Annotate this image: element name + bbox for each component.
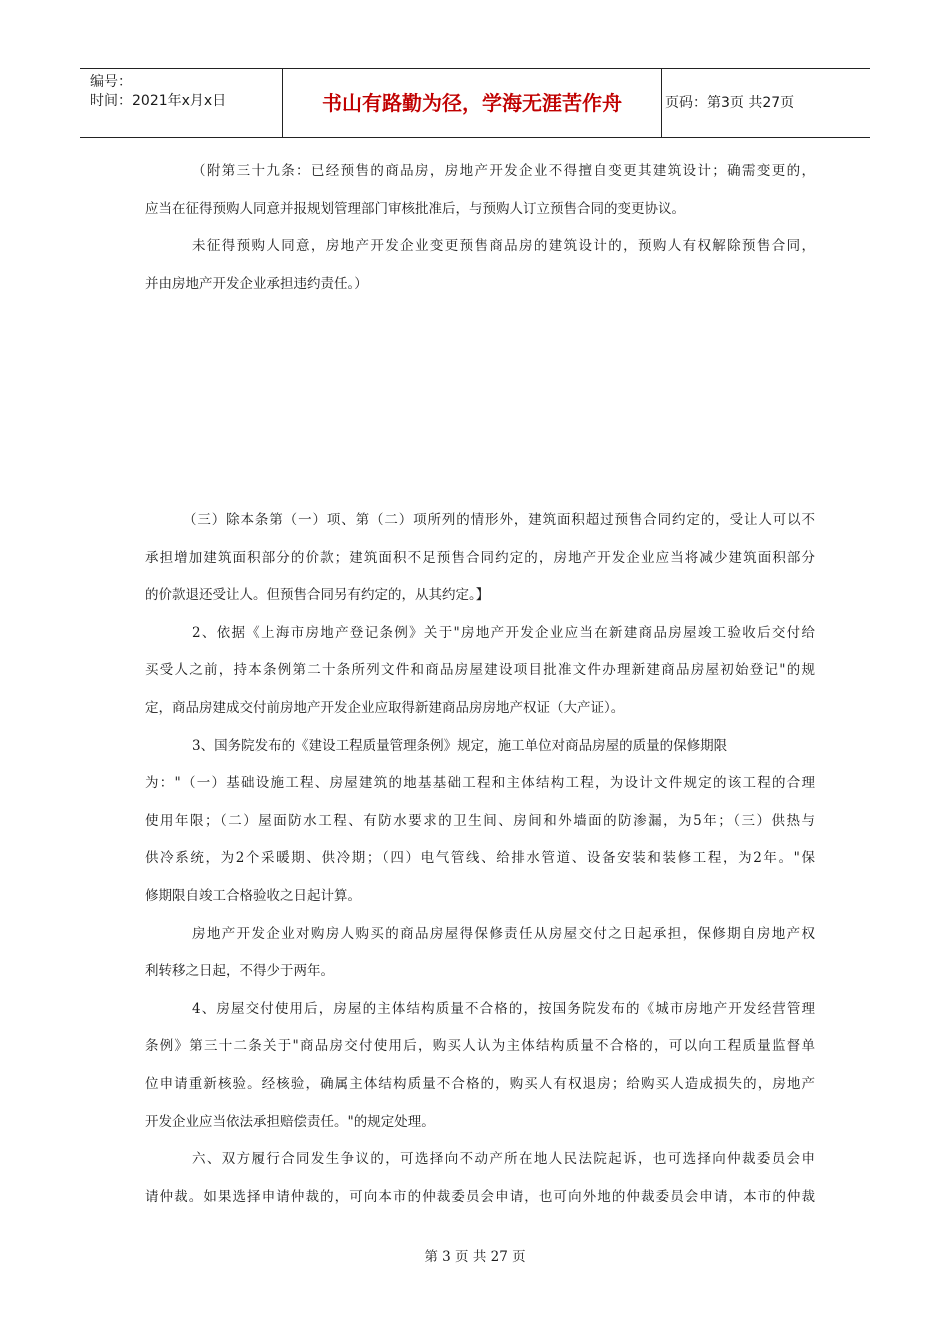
text-line: 位申请重新核验。经核验，确属主体结构质量不合格的，购买人有权退房；给购买人造成损失的，房地产 bbox=[145, 1075, 815, 1092]
text-line: 买受人之前，持本条例第二十条所列文件和商品房屋建设项目批准文件办理新建商品房屋初始登记"的规 bbox=[145, 662, 815, 679]
header-meta bbox=[80, 69, 283, 137]
header-motto: 书山有路勤为径，学海无涯苦作舟 bbox=[283, 69, 662, 137]
text-line: 请仲裁。如果选择申请仲裁的，可向本市的仲裁委员会申请，也可向外地的仲裁委员会申请，本市的仲裁 bbox=[145, 1188, 815, 1205]
text-line: 房地产开发企业对购房人购买的商品房屋得保修责任从房屋交付之日起承担，保修期自房地产权 bbox=[192, 925, 815, 942]
text-line: 利转移之日起，不得少于两年。 bbox=[145, 963, 334, 980]
text-line: 开发企业应当依法承担赔偿责任。"的规定处理。 bbox=[145, 1113, 435, 1130]
text-line: （三）除本条第（一）项、第（二）项所列的情形外，建筑面积超过预售合同约定的，受让人可以不 bbox=[183, 512, 815, 528]
text-line: 承担增加建筑面积部分的价款；建筑面积不足预售合同约定的，房地产开发企业应当将减少建筑面积部分 bbox=[145, 549, 815, 566]
text-line: 应当在征得预购人同意并报规划管理部门审核批准后，与预购人订立预售合同的变更协议。 bbox=[145, 200, 685, 217]
text-line: 条例》第三十二条关于"商品房交付使用后，购买人认为主体结构质量不合格的，可以向工程质量监督单 bbox=[145, 1038, 815, 1055]
text-line: 的价款退还受让人。但预售合同另有约定的，从其约定。】 bbox=[145, 587, 490, 604]
text-line: 供冷系统，为2个采暖期、供冷期；（四）电气管线、给排水管道、设备安装和装修工程，为2年。"保 bbox=[145, 850, 815, 867]
text-line: 并由房地产开发企业承担违约责任。） bbox=[145, 275, 368, 292]
text-line: 为："（一）基础设施工程、房屋建筑的地基基础工程和主体结构工程，为设计文件规定的该工程的合理 bbox=[145, 775, 815, 792]
text-line: 2、依据《上海市房地产登记条例》关于"房地产开发企业应当在新建商品房屋竣工验收后交付给 bbox=[192, 624, 815, 641]
text-line: 六、双方履行合同发生争议的，可选择向不动产所在地人民法院起诉，也可选择向仲裁委员会申 bbox=[192, 1151, 815, 1168]
document-date: 时间：2021年x月x日 bbox=[90, 93, 227, 109]
text-line: 修期限自竣工合格验收之日起计算。 bbox=[145, 887, 361, 904]
text-line: 使用年限；（二）屋面防水工程、有防水要求的卫生间、房间和外墙面的防渗漏，为5年；（三）供热与 bbox=[145, 812, 815, 829]
page-header bbox=[80, 68, 870, 138]
text-line: 定，商品房建成交付前房地产开发企业应取得新建商品房房地产权证（大产证）。 bbox=[145, 699, 625, 716]
main-text-block bbox=[145, 502, 815, 1216]
text-line: 3、国务院发布的《建设工程质量管理条例》规定，施工单位对商品房屋的质量的保修期限 bbox=[192, 737, 728, 754]
text-line: 4、房屋交付使用后，房屋的主体结构质量不合格的，按国务院发布的《城市房地产开发经营管理 bbox=[192, 1000, 815, 1017]
page-footer: 第 3 页 共 27 页 bbox=[424, 1249, 526, 1265]
text-line: 未征得预购人同意，房地产开发企业变更预售商品房的建筑设计的，预购人有权解除预售合同， bbox=[192, 238, 815, 255]
text-line: （附第三十九条：已经预售的商品房，房地产开发企业不得擅自变更其建筑设计；确需变更的， bbox=[192, 163, 815, 179]
note-block bbox=[145, 153, 815, 303]
document-number: 编号： bbox=[90, 74, 132, 90]
header-page-number: 页码：第3页 共27页 bbox=[665, 95, 795, 111]
